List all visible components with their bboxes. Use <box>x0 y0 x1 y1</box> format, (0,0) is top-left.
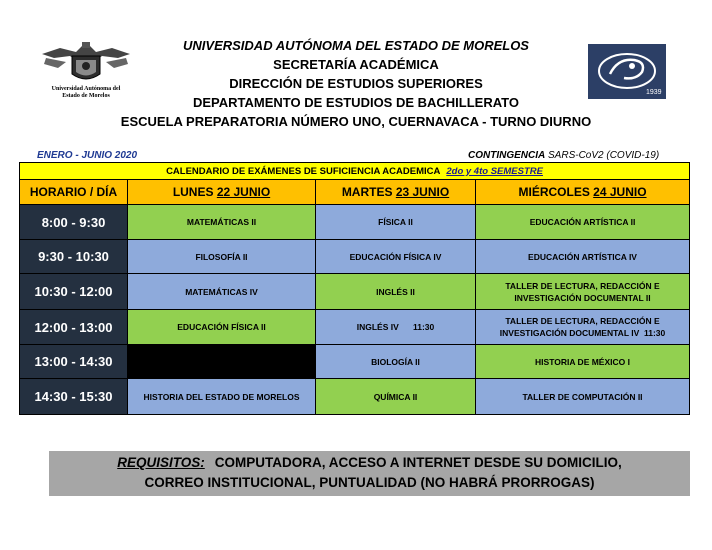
table-row <box>20 345 690 379</box>
time-slot: 9:30 - 10:30 <box>20 240 128 274</box>
exam-cell: MATEMÁTICAS IV <box>128 274 316 310</box>
exam-schedule-table <box>19 162 690 415</box>
table-row <box>20 274 690 310</box>
exam-cell <box>476 310 690 345</box>
secretariat-title: SECRETARÍA ACADÉMICA <box>273 57 439 72</box>
exam-cell: HISTORIA DEL ESTADO DE MORELOS <box>128 379 316 415</box>
contingency-label <box>468 150 659 161</box>
school-title: ESCUELA PREPARATORIA NÚMERO UNO, CUERNAVACA - TURNO DIURNO <box>120 114 592 129</box>
prepa-emblem-year: 1939 <box>646 89 662 96</box>
header-monday-name: LUNES <box>172 185 214 199</box>
header-monday <box>128 180 316 205</box>
exam-cell: BIOLOGÍA II <box>316 345 476 379</box>
header-wednesday <box>476 180 690 205</box>
exam-cell-line: INVESTIGACIÓN DOCUMENTAL II <box>514 292 651 303</box>
exam-cell: EDUCACIÓN ARTÍSTICA IV <box>476 240 690 274</box>
exam-cell: HISTORIA DE MÉXICO I <box>476 345 690 379</box>
schedule-banner-title: CALENDARIO DE EXÁMENES DE SUFICIENCIA ACADEMICA <box>166 165 441 177</box>
schedule-header-row <box>20 180 690 205</box>
exam-cell <box>476 274 690 310</box>
exam-cell: INGLÉS IV 11:30 <box>316 310 476 345</box>
requirements-text1: COMPUTADORA, ACCESO A INTERNET DESDE SU DOMICILIO, <box>214 455 622 470</box>
header-tuesday <box>316 180 476 205</box>
exam-cell: MATEMÁTICAS II <box>128 205 316 240</box>
requirements-box <box>49 451 690 496</box>
header-wednesday-name: MIÉRCOLES <box>518 185 590 199</box>
exam-cell: QUÍMICA II <box>316 379 476 415</box>
exam-cell: TALLER DE COMPUTACIÓN II <box>476 379 690 415</box>
schedule-banner-row <box>20 163 690 180</box>
exam-cell-line: TALLER DE LECTURA, REDACCIÓN E <box>505 316 660 326</box>
header-time: HORARIO / DÍA <box>20 180 128 205</box>
time-slot: 13:00 - 14:30 <box>20 345 128 379</box>
contingency-word: CONTINGENCIA <box>468 150 546 161</box>
uaem-logo-caption-line1: Universidad Autónoma del <box>51 86 121 92</box>
schedule-banner <box>20 163 690 180</box>
exam-cell: FÍSICA II <box>316 205 476 240</box>
header-tuesday-name: MARTES <box>341 185 393 199</box>
empty-cell <box>128 345 316 379</box>
requirements-line1 <box>49 453 690 473</box>
table-row <box>20 240 690 274</box>
header-tuesday-date: 23 JUNIO <box>395 185 450 199</box>
exam-cell: EDUCACIÓN ARTÍSTICA II <box>476 205 690 240</box>
department-title: DEPARTAMENTO DE ESTUDIOS DE BACHILLERATO <box>193 95 519 110</box>
requirements-label: REQUISITOS: <box>117 455 205 470</box>
time-slot: 8:00 - 9:30 <box>20 205 128 240</box>
exam-cell: EDUCACIÓN FÍSICA II <box>128 310 316 345</box>
contingency-detail: SARS-CoV2 (COVID-19) <box>545 150 660 161</box>
header-wednesday-date: 24 JUNIO <box>593 185 647 199</box>
schedule-banner-semester: 2do y 4to SEMESTRE <box>446 165 543 177</box>
table-row <box>20 379 690 415</box>
exam-cell-line: TALLER DE LECTURA, REDACCIÓN E <box>505 280 660 291</box>
exam-cell: FILOSOFÍA II <box>128 240 316 274</box>
time-slot: 12:00 - 13:00 <box>20 310 128 345</box>
uaem-logo-caption-line2: Estado de Morelos <box>62 93 110 99</box>
time-slot: 14:30 - 15:30 <box>20 379 128 415</box>
university-title: UNIVERSIDAD AUTÓNOMA DEL ESTADO DE MORELOS <box>183 38 529 53</box>
requirements-line2: CORREO INSTITUCIONAL, PUNTUALIDAD (NO HABRÁ PRORROGAS) <box>144 475 595 490</box>
exam-cell: INGLÉS II <box>316 274 476 310</box>
table-row <box>20 205 690 240</box>
header-monday-date: 22 JUNIO <box>216 185 271 199</box>
exam-cell: EDUCACIÓN FÍSICA IV <box>316 240 476 274</box>
period-label: ENERO - JUNIO 2020 <box>37 150 138 161</box>
time-slot: 10:30 - 12:00 <box>20 274 128 310</box>
exam-cell-line: INVESTIGACIÓN DOCUMENTAL IV 11:30 <box>499 328 666 338</box>
table-row <box>20 310 690 345</box>
direction-title: DIRECCIÓN DE ESTUDIOS SUPERIORES <box>229 76 483 91</box>
